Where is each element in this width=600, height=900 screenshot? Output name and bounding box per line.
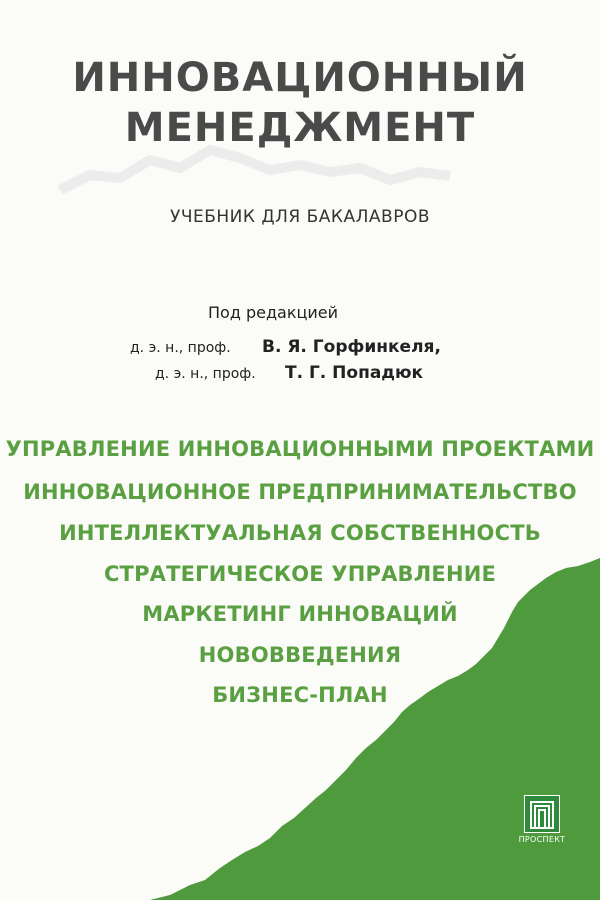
topic-item: ИНТЕЛЛЕКТУАЛЬНАЯ СОБСТВЕННОСТЬ xyxy=(59,521,541,545)
book-title-line-1: ИННОВАЦИОННЫЙ xyxy=(72,55,528,101)
topic-item: БИЗНЕС-ПЛАН xyxy=(212,683,388,707)
publisher-logo xyxy=(510,795,574,851)
editor-name: В. Я. Горфинкеля, xyxy=(262,337,441,357)
editor-row xyxy=(0,337,600,361)
topic-item: МАРКЕТИНГ ИННОВАЦИЙ xyxy=(142,602,458,626)
editor-degree: д. э. н., проф. xyxy=(155,366,256,382)
editor-name: Т. Г. Попадюк xyxy=(285,363,424,383)
topic-item: УПРАВЛЕНИЕ ИННОВАЦИОННЫМИ ПРОЕКТАМИ xyxy=(5,437,595,461)
editors-label: Под редакцией xyxy=(208,303,339,322)
topic-item: НОВОВВЕДЕНИЯ xyxy=(198,643,402,667)
book-subtitle: УЧЕБНИК ДЛЯ БАКАЛАВРОВ xyxy=(169,207,431,227)
editor-degree: д. э. н., проф. xyxy=(130,340,231,356)
editor-row xyxy=(0,363,600,387)
publisher-name: ПРОСПЕКТ xyxy=(518,835,566,844)
faint-graph xyxy=(60,150,450,190)
book-title-line-2: МЕНЕДЖМЕНТ xyxy=(124,105,476,151)
topic-item: СТРАТЕГИЧЕСКОЕ УПРАВЛЕНИЕ xyxy=(103,562,497,586)
publisher-logo-icon xyxy=(524,795,560,833)
topic-item: ИННОВАЦИОННОЕ ПРЕДПРИНИМАТЕЛЬСТВО xyxy=(23,480,577,504)
